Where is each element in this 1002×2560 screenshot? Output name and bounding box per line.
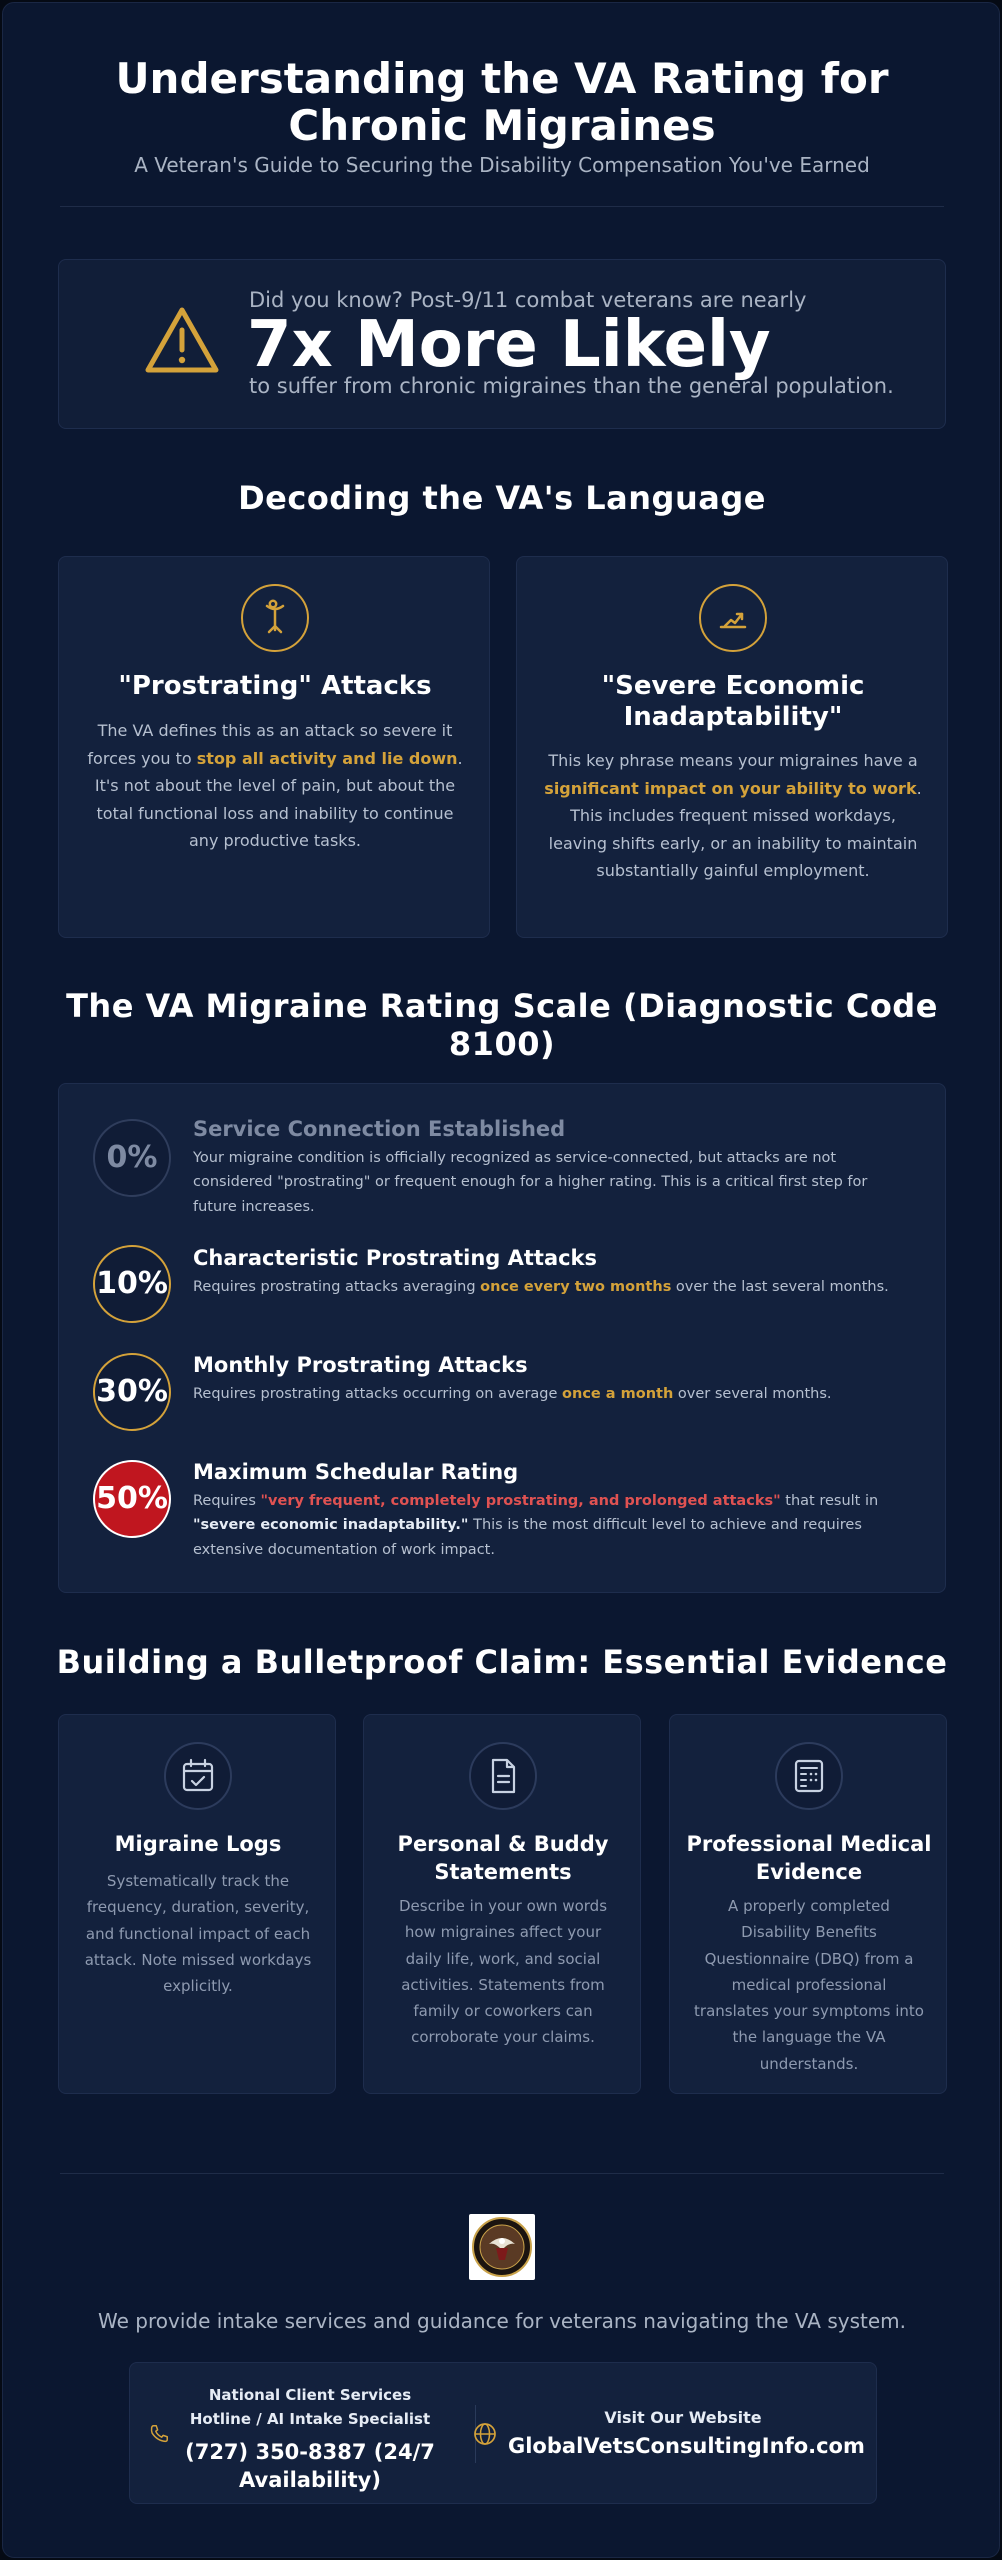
level-0-badge: 0% [93,1119,171,1197]
level-10-desc: Requires prostrating attacks averaging once every two months over the last several months. [193,1279,889,1295]
calendar-check-icon [164,1742,232,1810]
website-label: Visit Our Website [604,2408,762,2427]
level-50-desc: Requires "very frequent, completely prostrating, and prolonged attacks" that result in "severe economic inadaptability." This is the most difficult level to achieve and requires extensive documentation of work impact. [193,1493,879,1558]
page-subtitle: A Veteran's Guide to Securing the Disability Compensation You've Earned [134,153,870,177]
footer-divider [60,2173,944,2174]
page-title: Understanding the VA Rating for Chronic Migraines [115,54,889,151]
evidence-medical-heading: Professional Medical Evidence [686,1832,932,1885]
document-icon [469,1742,537,1810]
level-30-title: Monthly Prostrating Attacks [193,1353,528,1377]
hotline-label: National Client Services Hotline / AI Intake Specialist [189,2386,431,2429]
stat-intro: Did you know? Post-9/11 combat veterans are nearly [249,288,807,312]
level-0-title: Service Connection Established [193,1117,566,1141]
evidence-statements-text: Describe in your own words how migraines affect your daily life, work, and social activities. Statements from family or coworkers can corroborate your claims. [398,1897,608,2047]
prostrating-card [58,556,490,938]
scale-section-title: The VA Migraine Rating Scale (Diagnostic Code 8100) [66,987,938,1064]
header-divider [60,206,944,207]
eagle-seal-logo [469,2214,535,2280]
warning-triangle-icon [144,306,220,374]
prostrating-person-icon [241,584,309,652]
website-link[interactable]: GlobalVetsConsultingInfo.com [508,2434,865,2458]
level-10-badge: 10% [93,1245,171,1323]
evidence-section-title: Building a Bulletproof Claim: Essential Evidence [56,1643,948,1681]
evidence-card-logs [58,1714,336,2094]
economic-highlight: significant impact on your ability to work [544,778,917,798]
level-50-badge: 50% [93,1460,171,1538]
economic-text: This key phrase means your migraines have a significant impact on your ability to work. This includes frequent missed workdays, leaving shifts early, or an inability to maintain substantially gainful employment. [544,751,922,881]
medical-form-icon [775,1742,843,1810]
did-you-know-banner [58,259,946,429]
decoding-section-title: Decoding the VA's Language [238,479,766,517]
prostrating-highlight: stop all activity and lie down [196,748,458,768]
evidence-logs-heading: Migraine Logs [114,1832,282,1856]
infographic-page [2,2,1000,2558]
level-30-desc: Requires prostrating attacks occurring on average once a month over several months. [193,1386,832,1402]
evidence-card-medical [669,1714,947,2094]
contact-box [129,2362,877,2504]
hotline-number[interactable]: (727) 350-8387 (24/7 Availability) [185,2440,435,2493]
evidence-statements-heading: Personal & Buddy Statements [397,1832,609,1885]
evidence-medical-text: A properly completed Disability Benefits Questionnaire (DBQ) from a medical professional translates your symptoms into the language the VA understands. [694,1897,924,2073]
level-10-title: Characteristic Prostrating Attacks [193,1246,598,1270]
evidence-card-statements [363,1714,641,2094]
phone-icon [148,2423,170,2445]
stat-headline: 7x More Likely [247,308,771,382]
evidence-logs-text: Systematically track the frequency, duration, severity, and functional impact of each attack. Note missed workdays explicitly. [84,1872,312,1995]
level-30-badge: 30% [93,1353,171,1431]
level-0-desc: Your migraine condition is officially recognized as service-connected, but attacks are not considered "prostrating" or frequent enough for a higher rating. This is a critical first step for future increases. [193,1150,868,1215]
declining-chart-icon [699,584,767,652]
prostrating-text: The VA defines this as an attack so severe it forces you to stop all activity and lie down. It's not about the level of pain, but about the total functional loss and inability to continue any productive tasks. [87,721,463,851]
prostrating-heading: "Prostrating" Attacks [118,671,432,701]
economic-heading: "Severe Economic Inadaptability" [601,671,865,733]
level-50-title: Maximum Schedular Rating [193,1460,519,1484]
footer-tagline: We provide intake services and guidance for veterans navigating the VA system. [98,2309,906,2333]
stat-outro: to suffer from chronic migraines than the general population. [249,374,894,398]
economic-card [516,556,948,938]
globe-icon [473,2422,497,2446]
